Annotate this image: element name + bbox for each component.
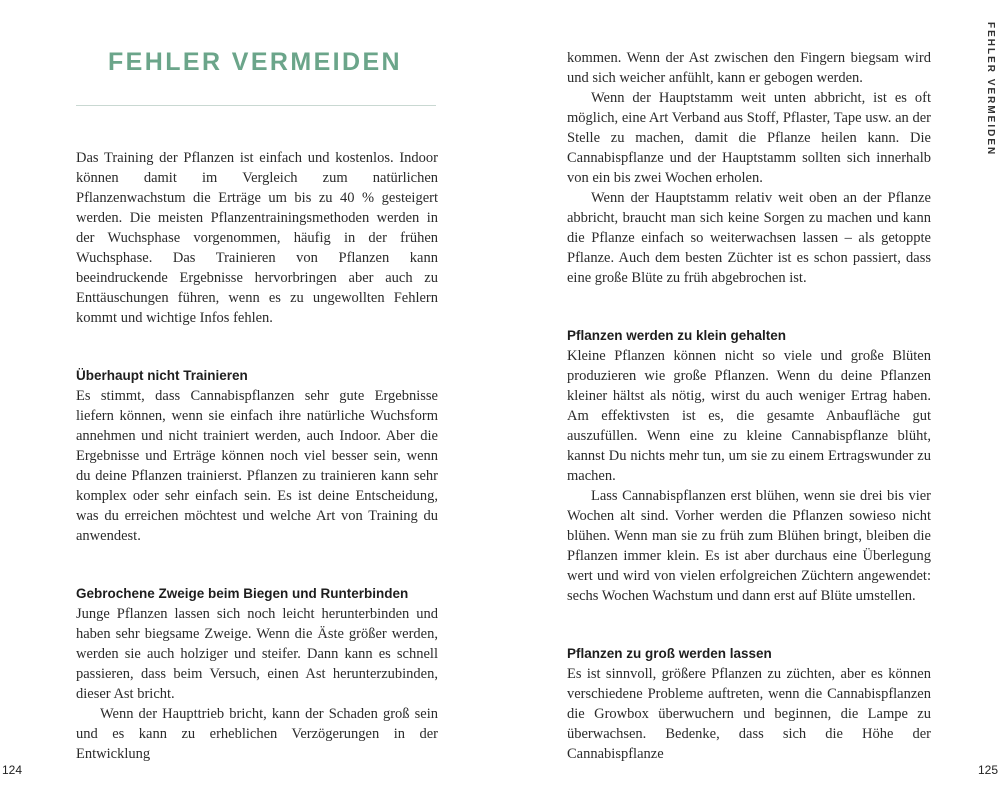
running-head: FEHLER VERMEIDEN (985, 22, 996, 157)
section-text-broken-branches-1: Junge Pflanzen lassen sich noch leicht herunterbinden und haben sehr biegsame Zweige. Wenn die Äste größer werden, werden sie auch holziger und steifer. Dann kann es schnell passieren, dass beim Versuch, einen Ast herunterzubinden, dieser Ast bricht. (76, 606, 438, 702)
section-heading-too-large: Pflanzen zu groß werden lassen (567, 646, 772, 661)
section-text-too-small-2: Lass Cannabispflanzen erst blühen, wenn sie drei bis vier Wochen alt sind. Vorher werden die Pflanzen sowieso nicht blühen. Wenn man sie zu früh zum Blühen bringt, bleiben die Pflanzen immer klein. Es ist aber durchaus eine Überlegung wert und wird von vielen erfolgreichen Züchtern angewendet: sechs Wochen Wachstum und dann erst auf Blüte umstellen. (567, 488, 931, 604)
section-text-too-small-1: Kleine Pflanzen können nicht so viele und große Blüten produzieren wie große Pflanzen. Wenn du deine Pflanzen kleiner hältst als nötig, wirst du auch weniger Ertrag haben. Am effektivsten ist es, die gesamte Anbaufläche gut auszufüllen. Wenn eine zu kleine Cannabispflanze blüht, kannst Du nichts mehr tun, um sie zu einem Ertragswunder zu machen. (567, 348, 931, 484)
paragraph-main-stem-high: Wenn der Hauptstamm relativ weit oben an der Pflanze abbricht, braucht man sich keine Sorgen zu machen und kann die Pflanze einfach so weiterwachsen lassen – als getoppte Pflanze. Auch dem besten Züchter ist es schon passiert, dass eine große Blüte zu früh abgebrochen ist. (567, 190, 931, 286)
intro-paragraph: Das Training der Pflanzen ist einfach und kostenlos. Indoor können damit im Vergleich zum natürlichen Pflanzenwachstum die Erträge um bis zu 40 % gesteigert werden. Die meisten Pflanzentrainingsmethoden werden in der Wuchsphase vorgenommen, häufig in der frühen Wuchsphase. Das Trainieren von Pflanzen kann beeindruckende Ergebnisse hervorbringen aber auch zu Enttäuschungen führen, wenn es zu ungewollten Fehlern kommt und wichtige Infos fehlen. (76, 150, 438, 326)
page-number-right: 125 (977, 763, 998, 777)
continued-paragraph: kommen. Wenn der Ast zwischen den Fingern biegsam wird und sich weicher anfühlt, kann er gebogen werden. (567, 50, 931, 86)
page-number-left: 124 (2, 763, 23, 777)
chapter-title: FEHLER VERMEIDEN (108, 48, 402, 76)
title-divider (76, 105, 436, 106)
section-text-no-training: Es stimmt, dass Cannabispflanzen sehr gute Ergebnisse liefern können, wenn sie einfach ihre natürliche Wuchsform annehmen und nicht trainiert werden, auch Indoor. Aber die Ergebnisse und Erträge können noch viel besser sein, wenn du deine Pflanzen trainierst. Pflanzen zu trainieren kann sehr komplex oder sehr einfach sein. Es ist deine Entscheidung, was du erreichen möchtest und welche Art von Training du anwendest. (76, 388, 438, 544)
section-text-too-large: Es ist sinnvoll, größere Pflanzen zu züchten, aber es können verschiedene Probleme auftreten, wenn die Cannabispflanzen die Growbox überwuchern und beginnen, die Lampe zu überwachsen. Bedenke, dass sich die Höhe der Cannabispflanze (567, 666, 931, 762)
section-text-broken-branches-2: Wenn der Haupttrieb bricht, kann der Schaden groß sein und es kann zu erheblichen Verzögerungen in der Entwicklung (76, 706, 438, 762)
paragraph-main-stem-low: Wenn der Hauptstamm weit unten abbricht, ist es oft möglich, eine Art Verband aus Stoff, Pflaster, Tape usw. an der Stelle zu machen, damit die Pflanze heilen kann. Die Cannabispflanze und der Hauptstamm sollten sich innerhalb von ein bis zwei Wochen erholen. (567, 90, 931, 186)
left-column (76, 148, 438, 764)
section-heading-broken-branches: Gebrochene Zweige beim Biegen und Runterbinden (76, 586, 409, 601)
section-heading-too-small: Pflanzen werden zu klein gehalten (567, 328, 787, 343)
section-heading-no-training: Überhaupt nicht Trainieren (76, 368, 248, 383)
right-column (567, 48, 931, 764)
right-page (500, 0, 1000, 800)
